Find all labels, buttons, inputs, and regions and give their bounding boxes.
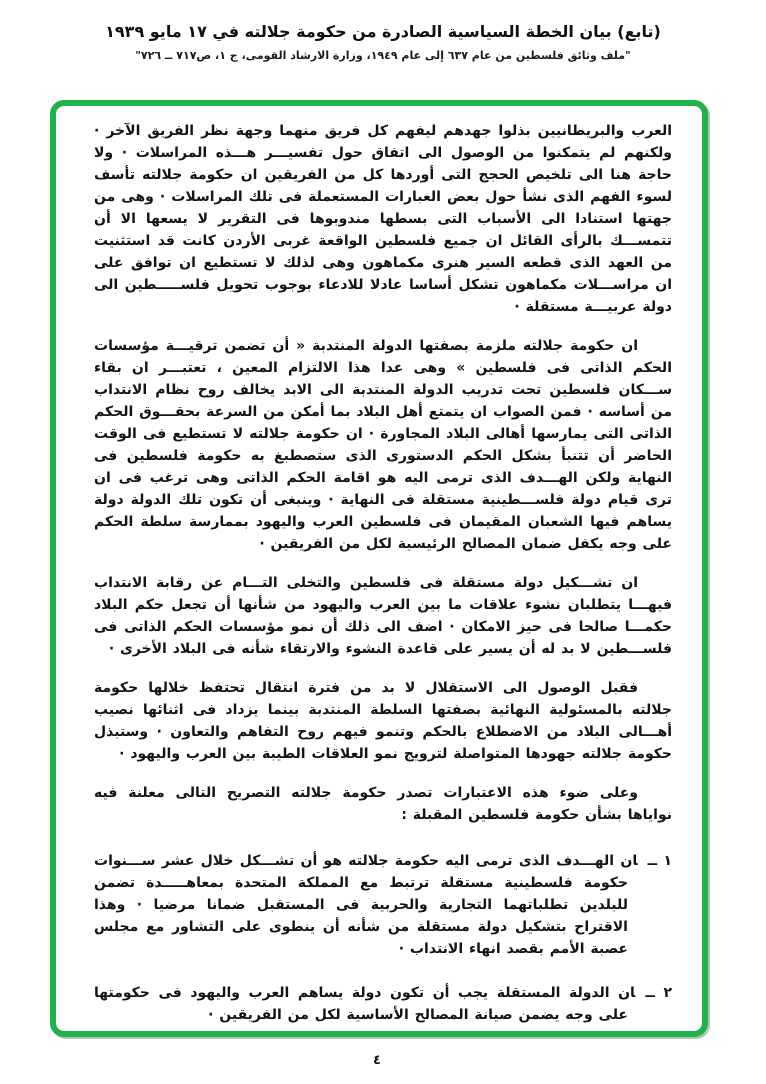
item-2-number: ٢ ــ xyxy=(645,985,672,1001)
green-border-frame xyxy=(50,100,708,1037)
page-number: ٤ xyxy=(373,1053,381,1068)
numbered-item-1 xyxy=(94,850,672,960)
item-1-text: ان الهـــدف الذى ترمى اليه حكومة جلالته هو أن تشـــكل خلال عشر ســـنوات حكومة فلسطينية مستقلة ترتبط مع المملكة المتحدة بمعاهـــــدة تضمن للبلدين تطلباتهما التجارية والحربية فى المستقبل ضمانا مرضيا · وهذا الاقتراح بتشكيل دولة مستقلة من شأنه أن ينطوى على التشاور مع مجلس عصبة الأمم بقصد انهاء الانتداب · xyxy=(94,853,638,957)
item-1-number: ١ ــ xyxy=(647,853,672,869)
page-title: (تابع) بيان الخطة السياسية الصادرة من حكومة جلالته في ١٧ مايو ١٩٣٩ xyxy=(105,22,661,41)
source-citation: "ملف وثائق فلسطين من عام ٦٣٧ إلى عام ١٩٤٩، وزارة الارشاد القومى، ج ١، ص٧١٧ ــ ٧٢٦" xyxy=(135,49,631,62)
numbered-item-2 xyxy=(94,982,672,1026)
paragraph-1: العرب والبريطانيين بذلوا جهدهم ليفهم كل فريق منهما وجهة نظر الفريق الآخر · ولكنهم لم يتمكنوا من الوصول الى اتفاق حول تفسيـــر هـــذه المراسلات · ولا حاجة هنا الى تلخيص الحجج التى أوردها كل من الفريقين ان حكومة جلالته تأسف لسوء الفهم الذى نشأ حول بعض العبارات المستعملة فى تلك المراسلات · وهى من جهتها استنادا الى الأسباب التى بسطها مندوبوها فى التقرير لا يسعها الا أن تتمســـك بالرأى القائل ان جميع فلسطين الواقعة غربى الأردن كانت قد استثنيت من العهد الذى قطعه السير هنرى مكماهون وهى لذلك لا تستطيع ان توافق على ان مراســـلات مكماهون تشكل أساسا عادلا للادعاء بوجوب تحويل فلســـــطين الى دولة عربيـــة مستقلة · xyxy=(94,123,672,315)
paragraph-2: ان حكومة جلالته ملزمة بصفتها الدولة المنتدبة « أن تضمن ترقيـــة مؤسسات الحكم الذاتى فى فلسطين » وهى عدا هذا الالتزام المعين ، تعتبـــر ان بقاء ســـكان فلسطين تحت تدريب الدولة المنتدبة الى الابد يخالف روح نظام الانتداب من أساسه · فمن الصواب ان يتمتع أهل البلاد بما أمكن من السرعة بحقـــوق الحكم الذاتى التى يمارسها أهالى البلاد المجاورة · ان حكومة جلالته لا تستطيع فى الوقت الحاضر أن تتنبأ بشكل الحكم الدستورى الذى ستصطبغ به حكومة فلسطين فى النهاية ولكن الهـــدف الذى ترمى اليه هو اقامة الحكم الذاتى وهى ترغب فى ان ترى قيام دولة فلســـطينية مستقلة فى النهاية · وينبغى أن تكون تلك الدولة دولة يساهم فيها الشعبان المقيمان فى فلسطين العرب واليهود بممارسة سلطة الحكم على وجه يكفل ضمان المصالح الرئيسية لكل من الفريقين · xyxy=(94,338,672,552)
document-header xyxy=(0,22,766,62)
item-2-text: ان الدولة المستقلة يجب أن تكون دولة يساهم العرب واليهود فى حكومتها على وجه يضمن صيانة المصالح الأساسية لكل من الفريقين · xyxy=(94,985,636,1023)
paragraph-4: فقبل الوصول الى الاستقلال لا بد من فترة انتقال تحتفظ خلالها حكومة جلالته بالمسئولية النهائية بصفتها السلطة المنتدبة بينما يزداد فى اثنائها نصيب أهـــالى البلاد من الاضطلاع بالحكم وتنمو فيهم روح التفاهم والتعاون · وستبذل حكومة جلالته جهودها المتواصلة لترويج نمو العلاقات الطيبة بين العرب واليهود · xyxy=(94,680,672,762)
paragraph-5-declaration-intro: وعلى ضوء هذه الاعتبارات تصدر حكومة جلالته التصريح التالى معلنة فيه نواياها بشأن حكومة فلسطين المقبلة : xyxy=(94,785,672,823)
paragraph-3: ان تشـــكيل دولة مستقلة فى فلسطين والتخلى التـــام عن رقابة الانتداب فيهـــا يتطلبان نشوء علاقات ما بين العرب واليهود من شأنها أن تجعل حكم البلاد حكمـــا صالحا فى حيز الامكان · اضف الى ذلك أن نمو مؤسسات الحكم الذاتى فى فلســـطين لا بد له أن يسير على قاعدة النشوء والارتقاء شأنه فى البلاد الأخرى · xyxy=(94,575,672,657)
